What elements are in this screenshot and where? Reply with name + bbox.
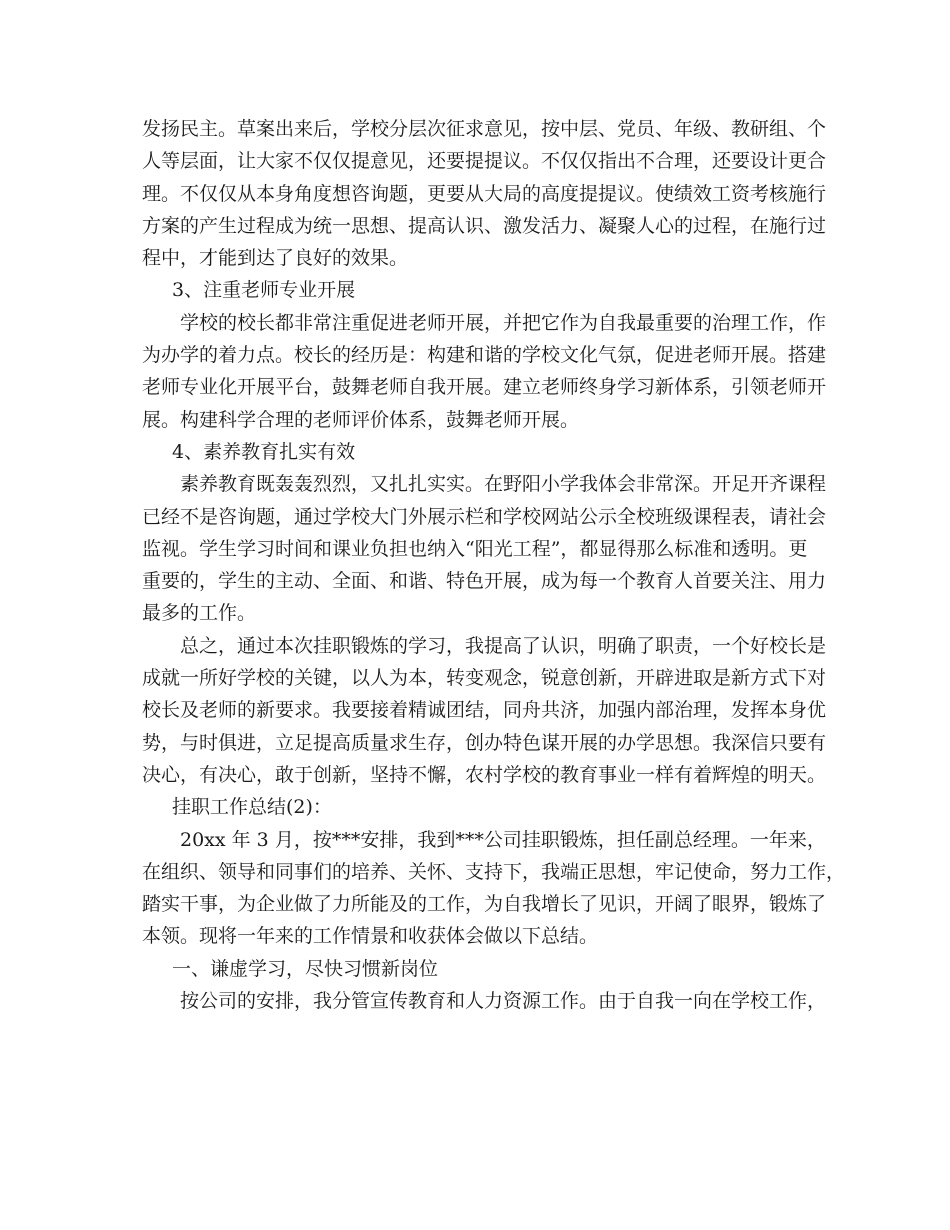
paragraph-line: 已经不是咨询题，通过学校大门外展示栏和学校网站公示全校班级课程表，请社会 (142, 505, 827, 528)
paragraph-line: 重要的，学生的主动、全面、和谐、特色开展，成为每一个教育人首要关注、用力 (142, 570, 827, 593)
paragraph-line: 本领。现将一年来的工作情景和收获体会做以下总结。 (142, 925, 599, 948)
paragraph-line: 决心，有决心，敢于创新，坚持不懈，农村学校的教育事业一样有着辉煌的明天。 (142, 763, 827, 786)
paragraph-line: 展。构建科学合理的老师评价体系，鼓舞老师开展。 (142, 408, 580, 431)
paragraph-line: 方案的产生过程成为统一思想、提高认识、激发活力、凝聚人心的过程，在施行过 (142, 214, 827, 237)
paragraph-line: 人等层面，让大家不仅仅提意见，还要提提议。不仅仅指出不合理，还要设计更合 (142, 150, 827, 173)
paragraph-line: 发扬民主。草案出来后，学校分层次征求意见，按中层、党员、年级、教研组、个 (142, 118, 827, 140)
paragraph-line: 总之，通过本次挂职锻炼的学习，我提高了认识，明确了职责，一个好校长是 (180, 634, 827, 657)
paragraph-line: 20xx 年 3 月，按***安排，我到***公司挂职锻炼，担任副总经理。一年来， (180, 828, 826, 851)
paragraph-line: 成就一所好学校的关键，以人为本，转变观念，锐意创新，开辟进取是新方式下对 (142, 667, 827, 690)
paragraph-line: 学校的校长都非常注重促进老师开展，并把它作为自我最重要的治理工作，作 (180, 311, 827, 334)
paragraph-line: 老师专业化开展平台，鼓舞老师自我开展。建立老师终身学习新体系，引领老师开 (142, 376, 827, 399)
paragraph-line: 势，与时俱进，立足提高质量求生存，创办特色谋开展的办学思想。我深信只要有 (142, 731, 827, 754)
section-heading: 挂职工作总结(2)： (172, 796, 332, 819)
paragraph-line: 按公司的安排，我分管宣传教育和人力资源工作。由于自我一向在学校工作， (180, 990, 827, 1013)
section-heading: 4、素养教育扎实有效 (172, 440, 356, 463)
document-page (142, 113, 846, 1017)
paragraph-line: 踏实干事，为企业做了力所能及的工作，为自我增长了见识，开阔了眼界，锻炼了 (142, 893, 827, 916)
paragraph-line: 最多的工作。 (142, 602, 257, 625)
paragraph-line: 为办学的着力点。校长的经历是：构建和谐的学校文化气氛，促进老师开展。搭建 (142, 344, 827, 367)
paragraph-line: 在组织、领导和同事们的培养、关怀、支持下，我端正思想，牢记使命，努力工作， (142, 860, 846, 883)
paragraph-line: 监视。学生学习时间和课业负担也纳入“阳光工程”，都显得那么标准和透明。更 (142, 537, 808, 560)
paragraph-line: 素养教育既轰轰烈烈，又扎扎实实。在野阳小学我体会非常深。开足开齐课程 (180, 473, 827, 496)
section-heading: 3、注重老师专业开展 (172, 279, 356, 302)
paragraph-line: 程中，才能到达了良好的效果。 (142, 247, 409, 270)
paragraph-line: 校长及老师的新要求。我要接着精诚团结，同舟共济，加强内部治理，发挥本身优 (142, 699, 827, 722)
paragraph-line: 理。不仅仅从本身角度想咨询题，更要从大局的高度提提议。使绩效工资考核施行 (142, 182, 827, 205)
section-heading: 一、谦虚学习，尽快习惯新岗位 (172, 957, 439, 980)
